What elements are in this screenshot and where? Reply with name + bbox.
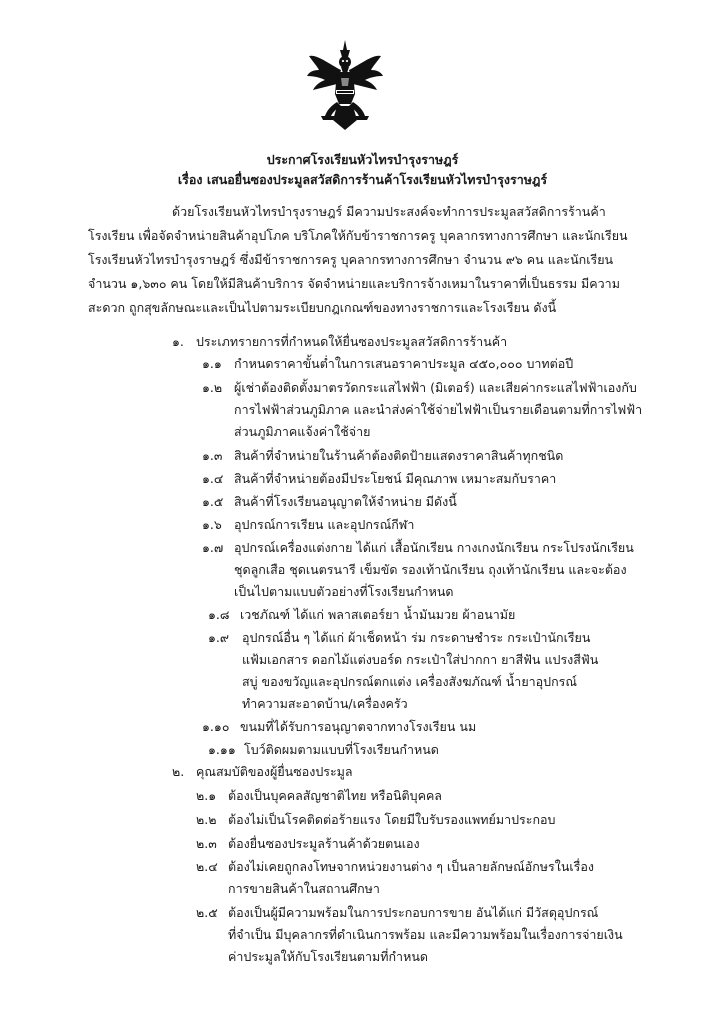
item-text: เวชภัณฑ์ ได้แก่ พลาสเตอร์ยา น้ำมันมวย ผ้าอนามัย [240,607,516,622]
item-number: ๒.๓ [196,836,217,851]
item-text: ชุดลูกเสือ ชุดเนตรนารี เข็มขัด รองเท้านักเรียน ถุงเท้านักเรียน และจะต้อง [234,562,627,577]
item-text: อุปกรณ์การเรียน และอุปกรณ์กีฬา [234,517,415,532]
garuda-emblem-icon [307,40,383,130]
item-text: สินค้าที่จำหน่ายในร้านค้าต้องติดป้ายแสดงราคาสินค้าทุกชนิด [234,448,564,463]
document-title: ประกาศโรงเรียนหัวไทรบำรุงราษฎร์ [266,152,459,167]
item-text: ส่วนภูมิภาคแจ้งค่าใช้จ่าย [234,424,371,439]
item-number: ๑.๕ [202,494,224,509]
item-number: ๒.๕ [196,905,218,920]
item-number: ๑.๒ [202,380,223,395]
item-text: สบู่ ของขวัญและอุปกรณ์ตกแต่ง เครื่องสังฆภัณฑ์ น้ำยาอุปกรณ์ [242,674,577,689]
item-number: ๑.๖ [202,517,222,532]
item-text: ต้องยื่นซองประมูลร้านค้าด้วยตนเอง [228,836,420,851]
item-text: การไฟฟ้าส่วนภูมิภาค และนำส่งค่าใช้จ่ายไฟฟ้าเป็นรายเดือนตามที่การไฟฟ้า [234,402,643,417]
item-text: ต้องไม่เป็นโรคติดต่อร้ายแรง โดยมีใบรับรองแพทย์มาประกอบ [228,812,556,827]
item-text: อุปกรณ์อื่น ๆ ได้แก่ ผ้าเช็ดหน้า ร่ม กระดาษชำระ กระเป๋านักเรียน [242,630,591,645]
item-text: ต้องเป็นบุคคลสัญชาติไทย หรือนิติบุคคล [228,788,442,803]
item-number: ๒.๑ [196,788,217,803]
section-number: ๒. [172,764,185,779]
item-number: ๑.๗ [202,540,224,555]
item-text: การขายสินค้าในสถานศึกษา [228,881,380,896]
section-heading: คุณสมบัติของผู้ยื่นซองประมูล [196,764,353,779]
item-text: ต้องไม่เคยถูกลงโทษจากหน่วยงานต่าง ๆ เป็นลายลักษณ์อักษรในเรื่อง [228,859,595,874]
item-number: ๑.๑๑ [208,742,236,757]
item-text: สินค้าที่จำหน่ายต้องมีประโยชน์ มีคุณภาพ เหมาะสมกับราคา [234,471,557,486]
item-text: ทำความสะอาดบ้าน/เครื่องครัว [242,696,408,711]
item-text: เป็นไปตามแบบตัวอย่างที่โรงเรียนกำหนด [234,584,454,599]
item-text: ที่จำเป็น มีบุคลากรที่ดำเนินการพร้อม และมีความพร้อมในเรื่องการจ่ายเงิน [228,927,623,942]
intro-line: โรงเรียน เพื่อจัดจำหน่ายสินค้าอุปโภค บริโภคให้กับข้าราชการครู บุคลากรทางการศึกษา และนักเรียน [88,228,628,243]
item-text: แฟ้มเอกสาร ดอกไม้แต่งบอร์ด กระเป๋าใส่ปากกา ยาสีฟัน แปรงสีฟัน [242,652,599,667]
intro-line: สะดวก ถูกสุขลักษณะและเป็นไปตามระเบียบกฎเกณฑ์ของทางราชการและโรงเรียน ดังนี้ [88,300,557,315]
item-number: ๑.๙ [208,630,230,645]
item-number: ๑.๑๐ [202,719,230,734]
item-text: ผู้เช่าต้องติดตั้งมาตรวัดกระแสไฟฟ้า (มิเตอร์) และเสียค่ากระแสไฟฟ้าเองกับ [234,380,637,395]
document-subject: เรื่อง เสนอยื่นซองประมูลสวัสดิการร้านค้าโรงเรียนหัวไทรบำรุงราษฎร์ [177,172,548,187]
item-text: ค่าประมูลให้กับโรงเรียนตามที่กำหนด [228,949,428,964]
item-text: ขนมที่ได้รับการอนุญาตจากทางโรงเรียน นม [240,719,477,734]
item-text: โบว์ติดผมตามแบบที่โรงเรียนกำหนด [244,742,439,757]
item-text: กำหนดราคาขั้นต่ำในการเสนอราคาประมูล ๔๕๐,๐๐๐ บาทต่อปี [234,356,574,371]
intro-line: โรงเรียนหัวไทรบำรุงราษฎร์ ซึ่งมีข้าราชการครู บุคลากรทางการศึกษา จำนวน ๙๖ คน และนักเรียน [88,252,614,267]
item-text: สินค้าที่โรงเรียนอนุญาตให้จำหน่าย มีดังนี้ [234,494,457,509]
intro-line: จำนวน ๑,๖๓๐ คน โดยให้มีสินค้าบริการ จัดจำหน่ายและบริการจ้างเหมาในราคาที่เป็นธรรม มีความ [88,276,620,291]
item-number: ๒.๔ [196,859,218,874]
intro-line: ด้วยโรงเรียนหัวไทรบำรุงราษฎร์ มีความประสงค์จะทำการประมูลสวัสดิการร้านค้า [172,204,606,219]
section-heading: ประเภทรายการที่กำหนดให้ยื่นซองประมูลสวัสดิการร้านค้า [196,334,508,349]
item-number: ๑.๘ [208,607,230,622]
item-number: ๑.๓ [202,448,223,463]
item-text: อุปกรณ์เครื่องแต่งกาย ได้แก่ เสื้อนักเรียน กางเกงนักเรียน กระโปรงนักเรียน [234,540,634,555]
item-text: ต้องเป็นผู้มีความพร้อมในการประกอบการขาย อันได้แก่ มีวัสดุอุปกรณ์ [228,905,599,920]
item-number: ๑.๑ [202,356,222,371]
item-number: ๒.๒ [196,812,217,827]
section-number: ๑. [172,334,184,349]
item-number: ๑.๔ [202,471,224,486]
